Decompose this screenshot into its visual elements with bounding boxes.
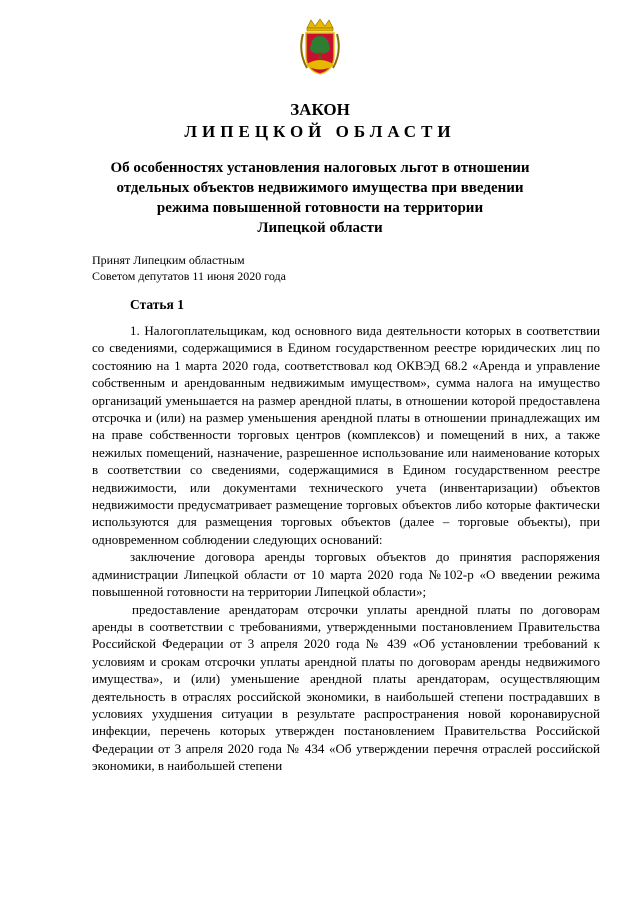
subtitle-line: Липецкой области: [257, 220, 383, 236]
document-title-region: ЛИПЕЦКОЙ ОБЛАСТИ: [184, 122, 456, 141]
adoption-line: Советом депутатов 11 июня 2020 года: [92, 269, 286, 283]
coat-of-arms: [297, 18, 343, 76]
subtitle-line: отдельных объектов недвижимого имущества при введении: [116, 180, 524, 196]
subtitle-line: Об особенностях установления налоговых льгот в отношении: [110, 160, 530, 176]
article-body: [92, 322, 600, 775]
article-paragraph: 1. Налогоплательщикам, код основного вида деятельности которых в соответствии со сведениями, содержащимися в Едином государственном реестре юридических лиц по состоянию на 1 марта 2020 года, соответствовал код ОКВЭД 68.2 «Аренда и управление собственным и арендованным недвижимым имуществом», сумма налога на имущество организаций уменьшается на размер арендной платы, в отношении которой предоставлена отсрочка и (или) на размер уменьшения арендной платы в отношении принадлежащих им на праве собственности торговых центров (комплексов) и помещений в них, а также нежилых помещений, назначение, разрешенное использование или наименование которых в соответствии со сведениями, содержащимися в Едином государственном реестре недвижимости, или документами технического учета (инвентаризации) объектов недвижимости предусматривает размещение торговых объектов либо которые фактически используются для размещения торговых объектов (далее – торговые объекты), при одновременном соблюдении следующих оснований:: [92, 323, 600, 547]
article-paragraph: предоставление арендаторам отсрочки уплаты арендной платы по договорам аренды в соответствии с требованиями, утвержденными постановлением Правительства Российской Федерации от 3 апреля 2020 года № 439 «Об установлении требований к условиям и срокам отсрочки уплаты арендной платы по договорам аренды недвижимого имущества», и (или) уменьшение арендной платы арендаторам, осуществляющим деятельность в отраслях российской экономики, в наибольшей степени пострадавших в условиях ухудшения ситуации в результате распространения новой коронавирусной инфекции, перечень которых утвержден постановлением Правительства Российской Федерации от 3 апреля 2020 года № 434 «Об утверждении перечня отраслей российской экономики, в наибольшей степени: [92, 601, 600, 774]
adoption-note: [92, 252, 492, 284]
lipetsk-coat-of-arms-icon: [297, 18, 343, 76]
law-subtitle: [60, 158, 580, 238]
article-heading: Статья 1: [130, 297, 184, 312]
document-title-law: ЗАКОН: [290, 100, 350, 119]
subtitle-line: режима повышенной готовности на территории: [156, 200, 484, 216]
adoption-line: Принят Липецким областным: [92, 253, 245, 267]
article-paragraph: заключение договора аренды торговых объектов до принятия распоряжения администрации Липецкой области от 10 марта 2020 года №102-р «О введении режима повышенной готовности на территории Липецкой области»;: [92, 549, 600, 600]
